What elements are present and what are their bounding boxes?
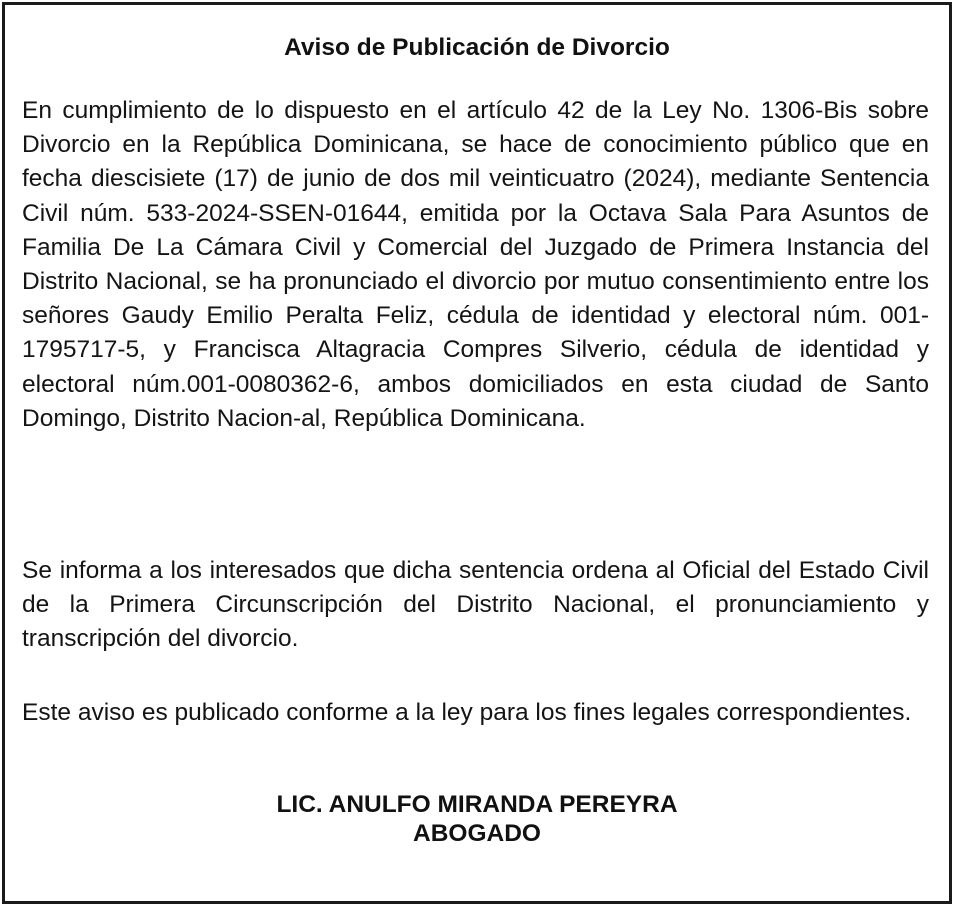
notice-title: Aviso de Publicación de Divorcio [284, 34, 670, 61]
signatory-name: LIC. ANULFO MIRANDA PEREYRA [276, 791, 678, 818]
signature-block [5, 790, 949, 848]
signatory-title: ABOGADO [413, 820, 541, 847]
notice-paragraph-purpose: Este aviso es publicado conforme a la ley para los fines legales correspondientes. [22, 699, 912, 726]
notice-paragraph-decision: En cumplimiento de lo dispuesto en el artículo 42 de la Ley No. 1306-Bis sobre Divorcio en la República Dominicana, se hace de conocimiento público que en fecha diescisiete (17) de junio de dos mil veinticuatro (2024), mediante Sentencia Civil núm. 533-2024-SSEN-01644, emitida por la Octava Sala Para Asuntos de Familia De La Cámara Civil y Comercial del Juzgado de Primera Instancia del Distrito Nacional, se ha pronunciado el divorcio por mutuo consentimiento entre los señores Gaudy Emilio Peralta Feliz, cédula de identidad y electoral núm. 001-1795717-5, y Francisca Altagracia Compres Silverio, cédula de identidad y electoral núm.001-0080362-6, ambos domiciliados en esta ciudad de Santo Domingo, Distrito Nacion-al, República Dominicana. [22, 97, 929, 432]
legal-notice-box [2, 2, 952, 904]
notice-paragraph-order: Se informa a los interesados que dicha sentencia ordena al Oficial del Estado Civil de la Primera Circunscripción del Distrito Nacional, el pronunciamiento y transcripción del divorcio. [22, 557, 929, 653]
